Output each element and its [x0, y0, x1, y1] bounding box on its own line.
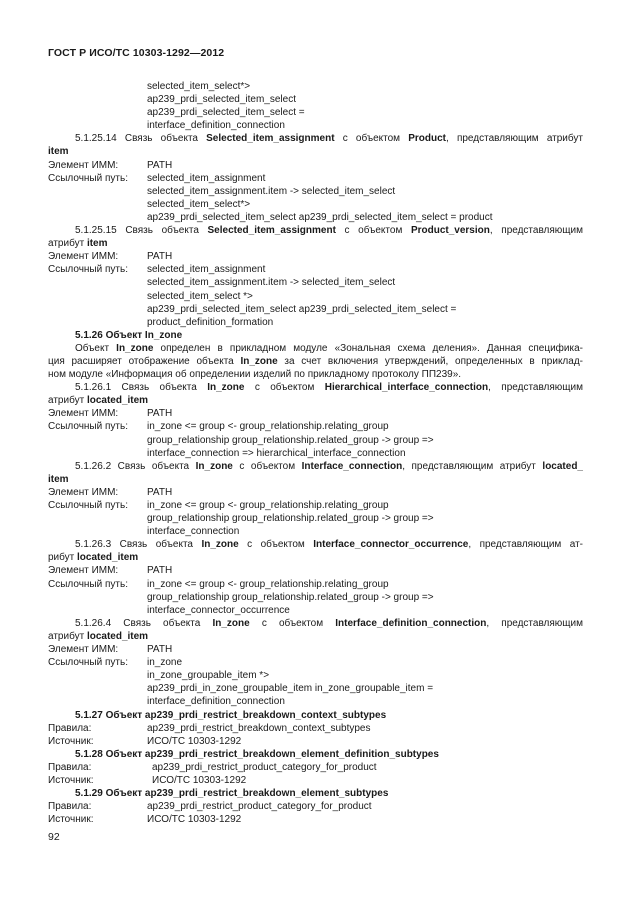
path-value: ap239_prdi_selected_item_select: [147, 94, 296, 106]
path-value: selected_item_select*>: [147, 81, 251, 92]
text-run: In_zone: [207, 382, 245, 394]
text-run: ция расширяет отображение объекта: [48, 355, 241, 367]
text-run: , представляющим атрибут: [446, 133, 583, 145]
text-run: с объектом: [244, 382, 325, 394]
text-line: [0, 525, 630, 538]
text-line: [0, 564, 630, 577]
text-run: , представляющим атрибут: [402, 460, 543, 472]
field-label: Правила:: [48, 801, 92, 813]
text-run: 5.1.26.3 Связь объекта: [75, 539, 202, 551]
text-line: [0, 682, 630, 695]
field-label: Правила:: [48, 761, 92, 773]
text-run: located_item: [86, 395, 149, 407]
text-run: located_item: [77, 552, 139, 564]
text-run: 5.1.26.2 Связь объекта: [75, 460, 196, 472]
path-value: product_definition_formation: [147, 316, 274, 328]
text-run: Interface_connection: [301, 460, 403, 472]
text-line: [0, 748, 630, 761]
text-run: 5.1.25.15 Связь объекта: [75, 225, 208, 237]
path-value: interface_connection => hierarchical_interface_connection: [147, 447, 406, 459]
text-line: [0, 119, 630, 132]
field-value: ap239_prdi_restrict_breakdown_context_subtypes: [147, 722, 371, 734]
text-run: , представляющим: [489, 225, 583, 237]
field-label: Правила:: [48, 722, 92, 734]
text-line: [0, 185, 630, 198]
section-heading: [75, 329, 182, 342]
text-run: located_item: [86, 630, 149, 642]
text-line: [0, 250, 630, 263]
text-line: [0, 145, 630, 158]
paragraph-line: [48, 368, 461, 381]
field-value: PATH: [147, 408, 173, 420]
field-label: Источник:: [48, 814, 94, 826]
text-run: 5.1.26.1 Связь объекта: [75, 382, 208, 394]
path-value: group_relationship group_relationship.related_group -> group =>: [147, 513, 434, 525]
text-line: [0, 761, 630, 774]
path-value: interface_connector_occurrence: [147, 604, 290, 616]
text-line: [0, 735, 630, 748]
paragraph-line: [75, 617, 583, 630]
text-run: 5.1.25.14 Связь объекта: [75, 133, 207, 145]
text-run: с объектом: [232, 460, 302, 472]
text-line: [0, 578, 630, 591]
text-line: [0, 329, 630, 342]
text-run: 5.1.26.4 Связь объекта: [75, 617, 213, 629]
text-line: [0, 630, 630, 643]
text-line: [0, 512, 630, 525]
text-line: [0, 407, 630, 420]
text-run: с объектом: [334, 133, 409, 145]
path-value: selected_item_select*>: [147, 198, 251, 210]
field-value: PATH: [147, 565, 173, 577]
text-run: In_zone: [116, 342, 154, 354]
text-run: Product: [408, 133, 446, 145]
field-value: in_zone <= group <- group_relationship.relating_group: [147, 578, 389, 590]
text-line: [0, 93, 630, 106]
text-run: , представляющим: [486, 617, 583, 629]
text-line: [0, 368, 630, 381]
field-value: PATH: [147, 159, 173, 171]
text-run: , представляющим ат-: [468, 539, 583, 551]
page-header: ГОСТ Р ИСО/ТС 10303-1292—2012: [48, 47, 225, 59]
text-run: атрибут: [48, 238, 87, 250]
paragraph-line: [48, 145, 69, 158]
paragraph-line: [48, 473, 69, 486]
text-line: [0, 106, 630, 119]
field-label: Элемент ИММ:: [48, 408, 119, 420]
paragraph-line: [75, 224, 583, 237]
text-run: Объект: [75, 342, 117, 354]
paragraph-line: [75, 132, 583, 145]
text-line: [0, 211, 630, 224]
field-value: PATH: [147, 644, 173, 656]
paragraph-line: [75, 342, 583, 355]
field-label: Элемент ИММ:: [48, 644, 119, 656]
field-value: ap239_prdi_restrict_product_category_for_product: [152, 761, 377, 773]
text-run: атрибут: [48, 395, 87, 407]
text-line: [0, 159, 630, 172]
text-line: [0, 787, 630, 800]
text-line: [0, 486, 630, 499]
text-line: [0, 643, 630, 656]
text-line: [0, 172, 630, 185]
text-run: 5.1.28 Объект ap239_prdi_restrict_breakdown_element_definition_subtypes: [75, 748, 439, 760]
text-line: [0, 656, 630, 669]
field-value: selected_item_assignment: [147, 264, 266, 276]
text-line: [0, 355, 630, 368]
text-line: [0, 774, 630, 787]
text-line: [0, 473, 630, 486]
path-value: group_relationship group_relationship.related_group -> group =>: [147, 591, 434, 603]
path-value: selected_item_assignment.item -> selected_item_select: [147, 185, 396, 197]
text-line: [0, 132, 630, 145]
path-value: ap239_prdi_selected_item_select =: [147, 107, 305, 119]
text-line: [0, 591, 630, 604]
field-label: Ссылочный путь:: [48, 500, 128, 511]
path-value: interface_connection: [147, 526, 240, 538]
text-line: [0, 80, 630, 93]
text-line: [0, 551, 630, 564]
field-value: selected_item_assignment: [147, 172, 266, 184]
paragraph-line: [48, 630, 148, 643]
text-run: , представляющим: [488, 382, 583, 394]
path-value: ap239_prdi_selected_item_select ap239_prdi_selected_item_select = product: [147, 211, 493, 223]
text-run: 5.1.27 Объект ap239_prdi_restrict_breakdown_context_subtypes: [75, 709, 387, 721]
text-line: [0, 237, 630, 250]
path-value: ap239_prdi_selected_item_select ap239_prdi_selected_item_select =: [147, 303, 457, 315]
text-run: item: [48, 146, 69, 158]
text-run: Interface_definition_connection: [335, 617, 487, 629]
text-line: [0, 800, 630, 813]
field-label: Элемент ИММ:: [48, 565, 119, 577]
text-run: item: [86, 238, 108, 250]
field-value: ap239_prdi_restrict_product_category_for_product: [147, 801, 372, 813]
text-run: In_zone: [240, 355, 278, 367]
text-line: [0, 617, 630, 630]
text-run: 5.1.26 Объект In_zone: [75, 329, 183, 341]
text-line: [0, 224, 630, 237]
text-line: [0, 538, 630, 551]
path-value: ap239_prdi_in_zone_groupable_item in_zone_groupable_item =: [147, 683, 434, 695]
text-run: ном модуле «Информация об определении изделий по прикладному протоколу ПП239».: [48, 369, 462, 381]
text-line: [0, 695, 630, 708]
field-label: Элемент ИММ:: [48, 251, 119, 263]
text-line: [0, 381, 630, 394]
text-line: [0, 263, 630, 276]
text-run: Product_version: [410, 225, 490, 237]
field-value: in_zone <= group <- group_relationship.relating_group: [147, 500, 389, 511]
path-value: interface_definition_connection: [147, 120, 285, 132]
text-run: определен в прикладном модуле «Зональная схема деления». Данная специфика-: [153, 342, 583, 354]
text-run: 5.1.29 Объект ap239_prdi_restrict_breakdown_element_subtypes: [75, 788, 389, 800]
path-value: group_relationship group_relationship.related_group -> group =>: [147, 434, 434, 446]
field-label: Ссылочный путь:: [48, 421, 128, 433]
paragraph-line: [48, 394, 148, 407]
field-label: Источник:: [48, 735, 94, 747]
text-run: с объектом: [249, 617, 336, 629]
text-line: [0, 342, 630, 355]
text-line: [0, 447, 630, 460]
field-label: Элемент ИММ:: [48, 159, 119, 171]
paragraph-line: [48, 551, 138, 564]
path-value: selected_item_select *>: [147, 290, 253, 302]
text-line: [0, 198, 630, 211]
text-run: In_zone: [195, 460, 233, 472]
text-run: In_zone: [201, 539, 239, 551]
text-line: [0, 276, 630, 289]
paragraph-line: [48, 237, 108, 250]
field-label: Ссылочный путь:: [48, 172, 128, 184]
text-run: с объектом: [238, 539, 314, 551]
text-line: [0, 813, 630, 826]
text-line: [0, 499, 630, 512]
paragraph-line: [75, 381, 583, 394]
paragraph-line: [48, 355, 583, 368]
document-body: [0, 80, 630, 826]
text-line: [0, 604, 630, 617]
text-run: located_: [542, 460, 583, 472]
text-run: с объектом: [335, 225, 411, 237]
paragraph-line: [75, 538, 583, 551]
text-run: Selected_item_assignment: [206, 133, 335, 145]
section-heading: [75, 787, 388, 800]
text-line: [0, 722, 630, 735]
field-value: in_zone <= group <- group_relationship.relating_group: [147, 421, 389, 433]
text-line: [0, 316, 630, 329]
paragraph-line: [75, 460, 583, 473]
field-value: in_zone: [147, 657, 183, 669]
text-line: [0, 394, 630, 407]
section-heading: [75, 748, 439, 761]
text-run: In_zone: [212, 617, 250, 629]
field-label: Источник:: [48, 774, 94, 786]
text-run: Interface_connector_occurrence: [313, 539, 469, 551]
text-run: рибут: [48, 552, 78, 564]
path-value: in_zone_groupable_item *>: [147, 670, 270, 682]
field-label: Ссылочный путь:: [48, 657, 128, 669]
field-value: PATH: [147, 251, 173, 263]
text-run: атрибут: [48, 630, 87, 642]
path-value: interface_definition_connection: [147, 696, 285, 708]
section-heading: [75, 709, 386, 722]
text-run: item: [48, 473, 69, 485]
text-line: [0, 420, 630, 433]
path-value: selected_item_assignment.item -> selected_item_select: [147, 277, 396, 289]
field-value: PATH: [147, 486, 173, 498]
text-line: [0, 669, 630, 682]
text-line: [0, 434, 630, 447]
field-label: Ссылочный путь:: [48, 578, 128, 590]
text-line: [0, 709, 630, 722]
text-line: [0, 290, 630, 303]
field-label: Элемент ИММ:: [48, 486, 119, 498]
text-run: за счет включения утверждений, определенных в приклад-: [277, 355, 583, 367]
text-line: [0, 303, 630, 316]
text-line: [0, 460, 630, 473]
text-run: Hierarchical_interface_connection: [324, 382, 489, 394]
page-number: 92: [48, 831, 60, 843]
field-label: Ссылочный путь:: [48, 264, 128, 276]
field-value: ИСО/ТС 10303-1292: [152, 774, 247, 786]
field-value: ИСО/ТС 10303-1292: [147, 814, 242, 826]
field-value: ИСО/ТС 10303-1292: [147, 735, 242, 747]
text-run: Selected_item_assignment: [207, 225, 336, 237]
